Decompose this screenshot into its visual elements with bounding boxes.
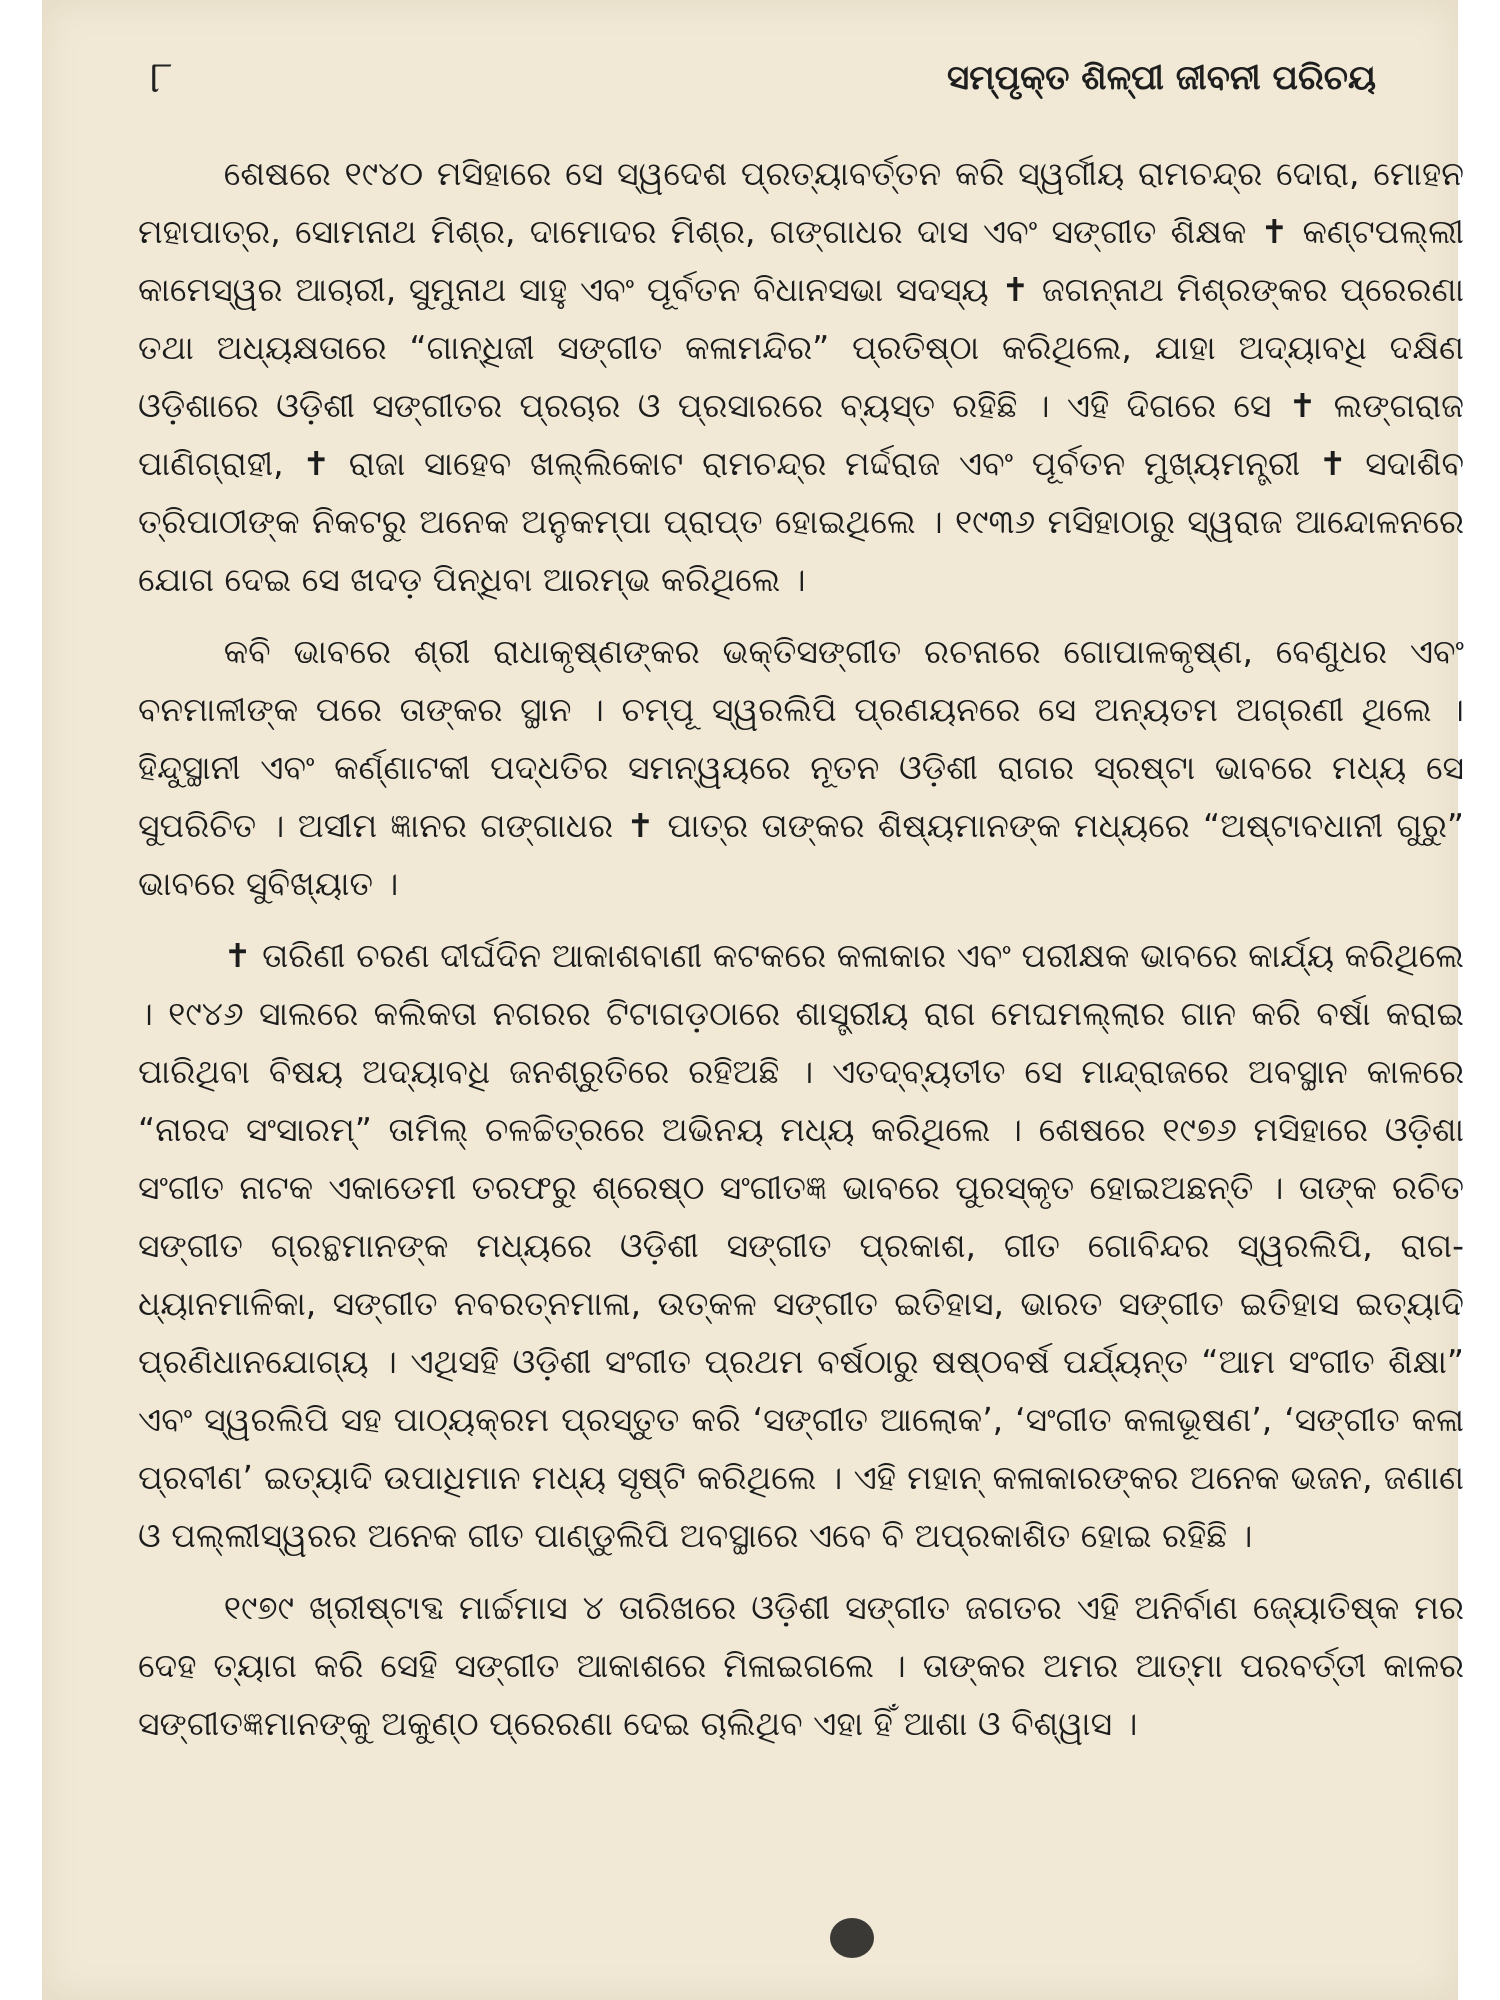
paragraph: ✝ ତାରିଣୀ ଚରଣ ଦୀର୍ଘଦିନ ଆକାଶବାଣୀ କଟକରେ କଳାକାର ଏବଂ ପରୀକ୍ଷକ ଭାବରେ କାର୍ଯ୍ୟ କରିଥିଲେ । ୧୯୪୬ ସାଲରେ କଲିକତା ନଗରର ଟିଟାଗଡ଼ଠାରେ ଶାସ୍ତ୍ରୀୟ ରାଗ ମେଘମଲ୍ଲାର ଗାନ କରି ବର୍ଷା କରାଇ ପାରିଥିବା ବିଷୟ ଅଦ୍ୟାବଧି ଜନଶ୍ରୁତିରେ ରହିଅଛି । ଏତଦ୍‌ବ୍ୟତୀତ ସେ ମାନ୍ଦ୍ରାଜରେ ଅବସ୍ଥାନ କାଳରେ “ନାରଦ ସଂସାରମ୍” ତାମିଲ୍ ଚଳଚ୍ଚିତ୍ରରେ ଅଭିନୟ ମଧ୍ୟ କରିଥିଲେ । ଶେଷରେ ୧୯୭୬ ମସିହାରେ ଓଡ଼ିଶା ସଂଗୀତ ନାଟକ ଏକାଡେମୀ ତରଫରୁ ଶ୍ରେଷ୍ଠ ସଂଗୀତଜ୍ଞ ଭାବରେ ପୁରସ୍କୃତ ହୋଇଅଛନ୍ତି । ତାଙ୍କ ରଚିତ ସଙ୍ଗୀତ ଗ୍ରନ୍ଥମାନଙ୍କ ମଧ୍ୟରେ ଓଡ଼ିଶୀ ସଙ୍ଗୀତ ପ୍ରକାଶ, ଗୀତ ଗୋବିନ୍ଦର ସ୍ୱରଲିପି, ରାଗ-ଧ୍ୟାନମାଳିକା, ସଙ୍ଗୀତ ନବରତ୍ନମାଳା, ଉତ୍କଳ ସଙ୍ଗୀତ ଇତିହାସ, ଭାରତ ସଙ୍ଗୀତ ଇତିହାସ ଇତ୍ୟାଦି ପ୍ରଣିଧାନଯୋଗ୍ୟ । ଏଥିସହି ଓଡ଼ିଶୀ ସଂଗୀତ ପ୍ରଥମ ବର୍ଷଠାରୁ ଷଷ୍ଠବର୍ଷ ପର୍ଯ୍ୟନ୍ତ “ଆମ ସଂଗୀତ ଶିକ୍ଷା” ଏବଂ ସ୍ୱରଲିପି ସହ ପାଠ୍ୟକ୍ରମ ପ୍ରସ୍ତୁତ କରି ‘ସଙ୍ଗୀତ ଆଲୋକ’, ‘ସଂଗୀତ କଳାଭୂଷଣ’, ‘ସଙ୍ଗୀତ କଳା ପ୍ରବୀଣ’ ଇତ୍ୟାଦି ଉପାଧିମାନ ମଧ୍ୟ ସୃଷ୍ଟି କରିଥିଲେ । ଏହି ମହାନ୍ କଳାକାରଙ୍କର ଅନେକ ଭଜନ, ଜଣାଣ ଓ ପଲ୍ଲୀସ୍ୱରର ଅନେକ ଗୀତ ପାଣ୍ଡୁଲିପି ଅବସ୍ଥାରେ ଏବେ ବି ଅପ୍ରକାଶିତ ହୋଇ ରହିଛି ।	[138, 936, 1464, 1555]
body-text	[138, 145, 1464, 1767]
paragraph: ୧୯୭୯ ଖ୍ରୀଷ୍ଟାବ୍ଦ ମାର୍ଚ୍ଚମାସ ୪ ତାରିଖରେ ଓଡ଼ିଶୀ ସଙ୍ଗୀତ ଜଗତର ଏହି ଅନିର୍ବାଣ ଜ୍ୟୋତିଷ୍କ ମର ଦେହ ତ୍ୟାଗ କରି ସେହି ସଙ୍ଗୀତ ଆକାଶରେ ମିଳାଇଗଲେ । ତାଙ୍କର ଅମର ଆତ୍ମା ପରବର୍ତ୍ତୀ କାଳର ସଙ୍ଗୀତଜ୍ଞମାନଙ୍କୁ ଅକୁଣ୍ଠ ପ୍ରେରଣା ଦେଇ ଚାଲିଥିବ ଏହା ହିଁ ଆଶା ଓ ବିଶ୍ୱାସ ।	[138, 1588, 1464, 1743]
paragraph: ଶେଷରେ ୧୯୪୦ ମସିହାରେ ସେ ସ୍ୱଦେଶ ପ୍ରତ୍ୟାବର୍ତ୍ତନ କରି ସ୍ୱର୍ଗୀୟ ରାମଚନ୍ଦ୍ର ଦୋରା, ମୋହନ ମହାପାତ୍ର, ସୋମନାଥ ମିଶ୍ର, ଦାମୋଦର ମିଶ୍ର, ଗଙ୍ଗାଧର ଦାସ ଏବଂ ସଙ୍ଗୀତ ଶିକ୍ଷକ ✝ କଣ୍ଟପଲ୍ଲୀ କାମେସ୍ୱର ଆଚାରୀ, ସୁମୁନାଥ ସାହୁ ଏବଂ ପୂର୍ବତନ ବିଧାନସଭା ସଦସ୍ୟ ✝ ଜଗନ୍ନାଥ ମିଶ୍ରଙ୍କର ପ୍ରେରଣା ତଥା ଅଧ୍ୟକ୍ଷତାରେ “ଗାନ୍ଧିଜୀ ସଙ୍ଗୀତ କଳାମନ୍ଦିର” ପ୍ରତିଷ୍ଠା କରିଥିଲେ, ଯାହା ଅଦ୍ୟାବଧି ଦକ୍ଷିଣ ଓଡ଼ିଶାରେ ଓଡ଼ିଶୀ ସଙ୍ଗୀତର ପ୍ରଚାର ଓ ପ୍ରସାରରେ ବ୍ୟସ୍ତ ରହିଛି । ଏହି ଦିଗରେ ସେ ✝ ଲଙ୍ଗରାଜ ପାଣିଗ୍ରାହୀ, ✝ ରାଜା ସାହେବ ଖଲ୍ଲିକୋଟ ରାମଚନ୍ଦ୍ର ମର୍ଦ୍ଦରାଜ ଏବଂ ପୂର୍ବତନ ମୁଖ୍ୟମନ୍ତ୍ରୀ ✝ ସଦାଶିବ ତ୍ରିପାଠୀଙ୍କ ନିକଟରୁ ଅନେକ ଅନୁକମ୍ପା ପ୍ରାପ୍ତ ହୋଇଥିଲେ । ୧୯୩୬ ମସିହାଠାରୁ ସ୍ୱରାଜ ଆନ୍ଦୋଳନରେ ଯୋଗ ଦେଇ ସେ ଖଦଡ଼ ପିନ୍ଧିବା ଆରମ୍ଭ କରିଥିଲେ ।	[138, 154, 1464, 599]
page-number: ୮	[150, 52, 173, 103]
running-header-title: ସମ୍ପୃକ୍ତ ଶିଳ୍ପୀ ଜୀବନୀ ପରିଚୟ	[947, 58, 1376, 98]
book-page	[42, 0, 1464, 2000]
ink-blot	[830, 1918, 874, 1958]
paragraph: କବି ଭାବରେ ଶ୍ରୀ ରାଧାକୃଷ୍ଣଙ୍କର ଭକ୍ତିସଙ୍ଗୀତ ରଚନାରେ ଗୋପାଳକୃଷ୍ଣ, ବେଣୁଧର ଏବଂ ବନମାଳୀଙ୍କ ପରେ ତାଙ୍କର ସ୍ଥାନ । ଚମ୍ପୂ ସ୍ୱରଲିପି ପ୍ରଣୟନରେ ସେ ଅନ୍ୟତମ ଅଗ୍ରଣୀ ଥିଲେ । ହିନ୍ଦୁସ୍ଥାନୀ ଏବଂ କର୍ଣ୍ଣାଟକୀ ପଦ୍ଧତିର ସମନ୍ୱୟରେ ନୂତନ ଓଡ଼ିଶୀ ରାଗର ସ୍ରଷ୍ଟା ଭାବରେ ମଧ୍ୟ ସେ ସୁପରିଚିତ । ଅସୀମ ଜ୍ଞାନର ଗଙ୍ଗାଧର ✝ ପାତ୍ର ତାଙ୍କର ଶିଷ୍ୟମାନଙ୍କ ମଧ୍ୟରେ “ଅଷ୍ଟାବଧାନୀ ଗୁରୁ” ଭାବରେ ସୁବିଖ୍ୟାତ ।	[138, 632, 1464, 903]
